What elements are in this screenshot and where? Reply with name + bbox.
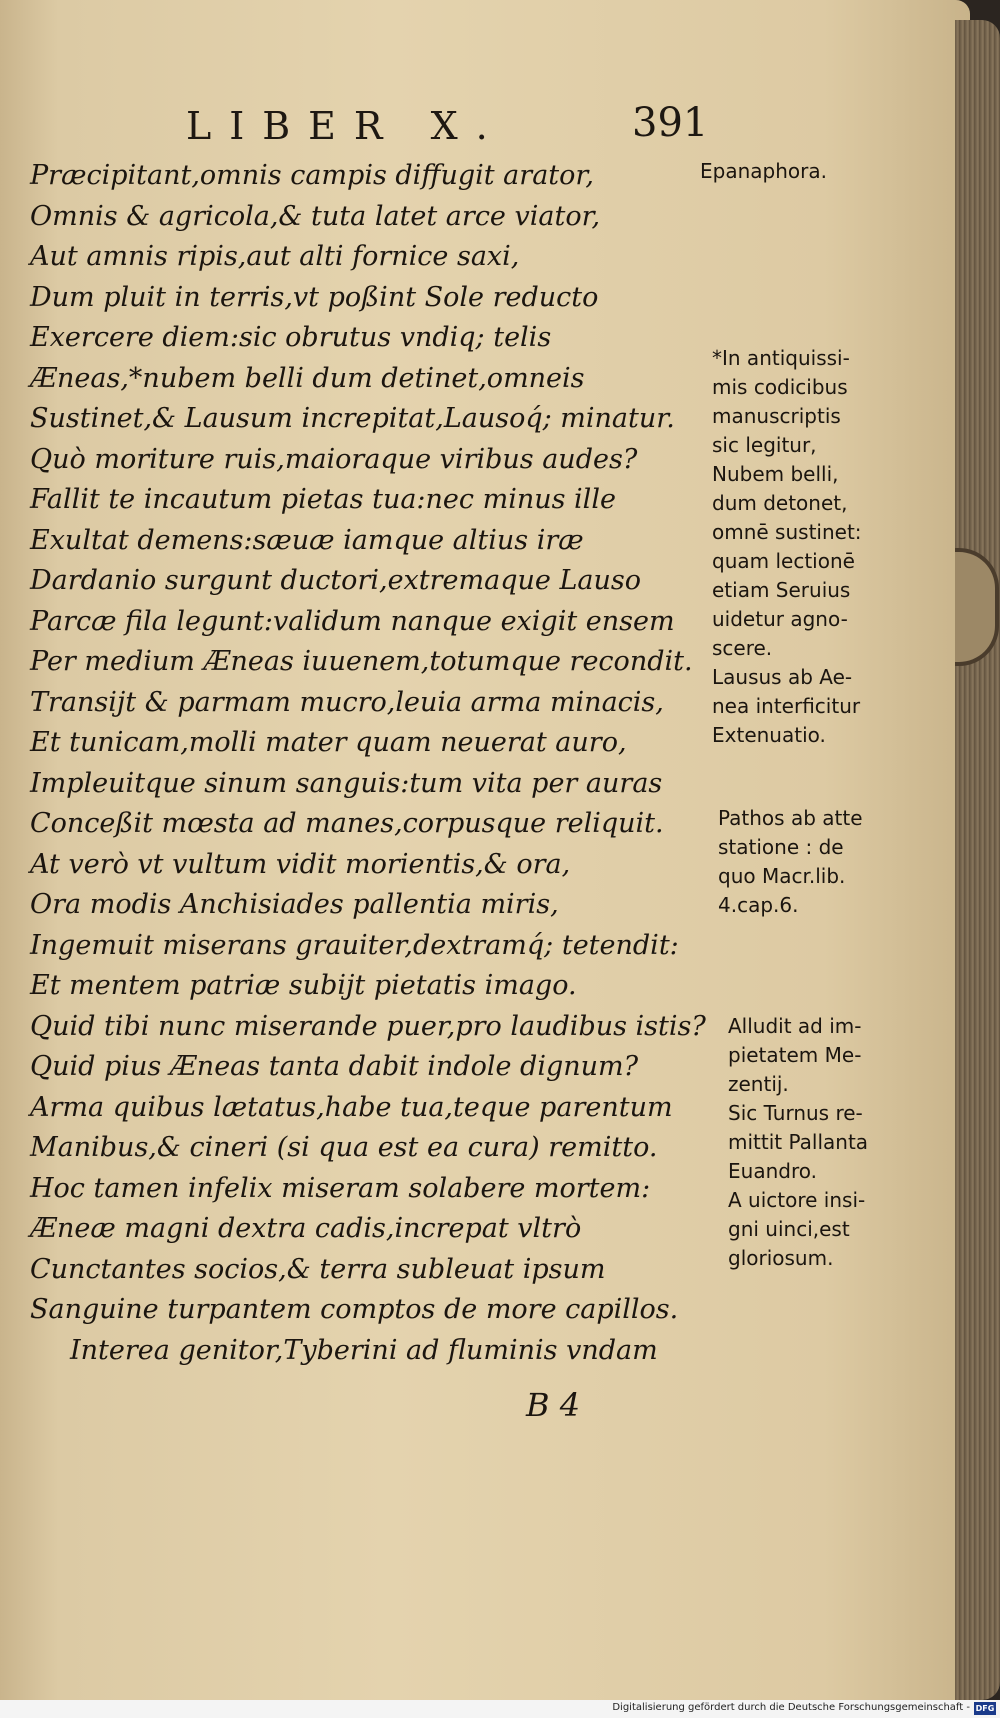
margin-note-line: gni uinci,est xyxy=(728,1217,850,1241)
margin-note-line: mittit Pallanta xyxy=(728,1130,869,1154)
verse-line: Cunctantes socios,& terra subleuat ipsum xyxy=(30,1253,606,1285)
margin-note-line: zentij. xyxy=(728,1072,789,1096)
verse-line: Sanguine turpantem comptos de more capillos. xyxy=(30,1294,679,1325)
verse-line: Exultat demens:sæuæ iamque altius iræ xyxy=(30,524,584,556)
margin-note-line: *In antiquissi- xyxy=(712,346,850,370)
margin-note-mezentius xyxy=(728,1012,938,1273)
dfg-logo: DFG xyxy=(975,1704,995,1713)
verse-line: Æneæ magni dextra cadis,increpat vltrò xyxy=(30,1213,582,1244)
footer-bar xyxy=(0,1700,1000,1718)
verse-line: Quò moriture ruis,maioraque viribus audes? xyxy=(30,443,638,475)
margin-note-line: omnē sustinet: xyxy=(712,520,862,544)
verse-line: Interea genitor,Tyberini ad fluminis vndam xyxy=(70,1334,658,1366)
margin-note-line: dum detonet, xyxy=(712,491,848,515)
verse-line: Et mentem patriæ subijt pietatis imago. xyxy=(30,970,577,1001)
margin-note-line: Nubem belli, xyxy=(712,462,839,486)
verse-line: Æneas,*nubem belli dum detinet,omneis xyxy=(30,362,585,394)
page-edges xyxy=(955,20,1000,1700)
verse-line: Impleuitque sinum sanguis:tum vita per auras xyxy=(30,767,663,799)
verse-line: Arma quibus lætatus,habe tua,teque parentum xyxy=(30,1091,673,1123)
verse-line: Quid pius Æneas tanta dabit indole dignum? xyxy=(30,1051,639,1082)
margin-note-line: uidetur agno- xyxy=(712,607,848,631)
verse-line: Conceßit mœsta ad manes,corpusque reliquit. xyxy=(30,808,664,839)
margin-note-line: gloriosum. xyxy=(728,1246,834,1270)
margin-note-line: pietatem Me- xyxy=(728,1043,862,1067)
verse-line: Ingemuit miserans grauiter,dextramq́; tetendit: xyxy=(30,929,679,961)
verse-line: Dardanio surgunt ductori,extremaque Lauso xyxy=(30,565,641,596)
margin-note-line: etiam Seruius xyxy=(712,578,851,602)
margin-note-pathos xyxy=(718,804,928,920)
margin-note-line: Extenuatio. xyxy=(712,723,826,747)
folio-number: 391 xyxy=(632,100,709,146)
verse-line: Exercere diem:sic obrutus vndiq; telis xyxy=(30,322,552,353)
margin-note-line: quam lectionē xyxy=(712,549,855,573)
margin-note-line: quo Macr.lib. xyxy=(718,864,846,888)
verse-line: Manibus,& cineri (si qua est ea cura) remitto. xyxy=(30,1132,658,1163)
verse-line: Et tunicam,molli mater quam neuerat auro, xyxy=(30,727,627,758)
margin-note-line: 4.cap.6. xyxy=(718,893,799,917)
margin-note-line: A uictore insi- xyxy=(728,1188,866,1212)
verse-line: Quid tibi nunc miserande puer,pro laudibus istis? xyxy=(30,1010,706,1042)
margin-note-line: nea interficitur xyxy=(712,694,861,718)
margin-note-line: Epanaphora. xyxy=(700,159,827,183)
margin-note-codices xyxy=(712,344,922,750)
signature-mark: B 4 xyxy=(526,1386,581,1424)
margin-note-line: Lausus ab Ae- xyxy=(712,665,853,689)
verse-line: Aut amnis ripis,aut alti fornice saxi, xyxy=(30,241,520,272)
verse-line: At verò vt vultum vidit morientis,& ora, xyxy=(30,848,571,880)
verse-line: Ora modis Anchisiades pallentia miris, xyxy=(30,889,559,920)
margin-note-line: manuscriptis xyxy=(712,404,841,428)
verse-block xyxy=(30,156,706,1371)
margin-note-line: scere. xyxy=(712,636,773,660)
running-title: LIBER X. xyxy=(186,104,506,148)
margin-note-line: mis codicibus xyxy=(712,375,848,399)
verse-line: Hoc tamen infelix miseram solabere mortem: xyxy=(30,1172,651,1204)
verse-line: Transijt & parmam mucro,leuia arma minacis, xyxy=(30,686,664,718)
verse-line: Parcæ fila legunt:validum nanque exigit ensem xyxy=(30,605,675,637)
margin-note-line: Pathos ab atte xyxy=(718,806,863,830)
page-header xyxy=(0,100,800,150)
verse-line: Dum pluit in terris,vt poßint Sole reducto xyxy=(30,281,599,313)
verse-line: Omnis & agricola,& tuta latet arce viator, xyxy=(30,200,601,232)
verse-line: Per medium Æneas iuuenem,totumque recondit. xyxy=(30,646,693,677)
margin-note-line: Alludit ad im- xyxy=(728,1014,862,1038)
margin-note-line: Euandro. xyxy=(728,1159,817,1183)
margin-note-line: statione : de xyxy=(718,835,844,859)
margin-note-line: Sic Turnus re- xyxy=(728,1101,863,1125)
margin-note-epanaphora xyxy=(700,157,910,186)
verse-line: Fallit te incautum pietas tua:nec minus ille xyxy=(30,484,616,515)
margin-note-line: sic legitur, xyxy=(712,433,817,457)
verse-line: Sustinet,& Lausum increpitat,Lausoq́; minatur. xyxy=(30,403,675,434)
footer-credit: Digitalisierung gefördert durch die Deutsche Forschungsgemeinschaft - xyxy=(612,1702,970,1713)
verse-line: Præcipitant,omnis campis diffugit arator, xyxy=(30,160,594,191)
